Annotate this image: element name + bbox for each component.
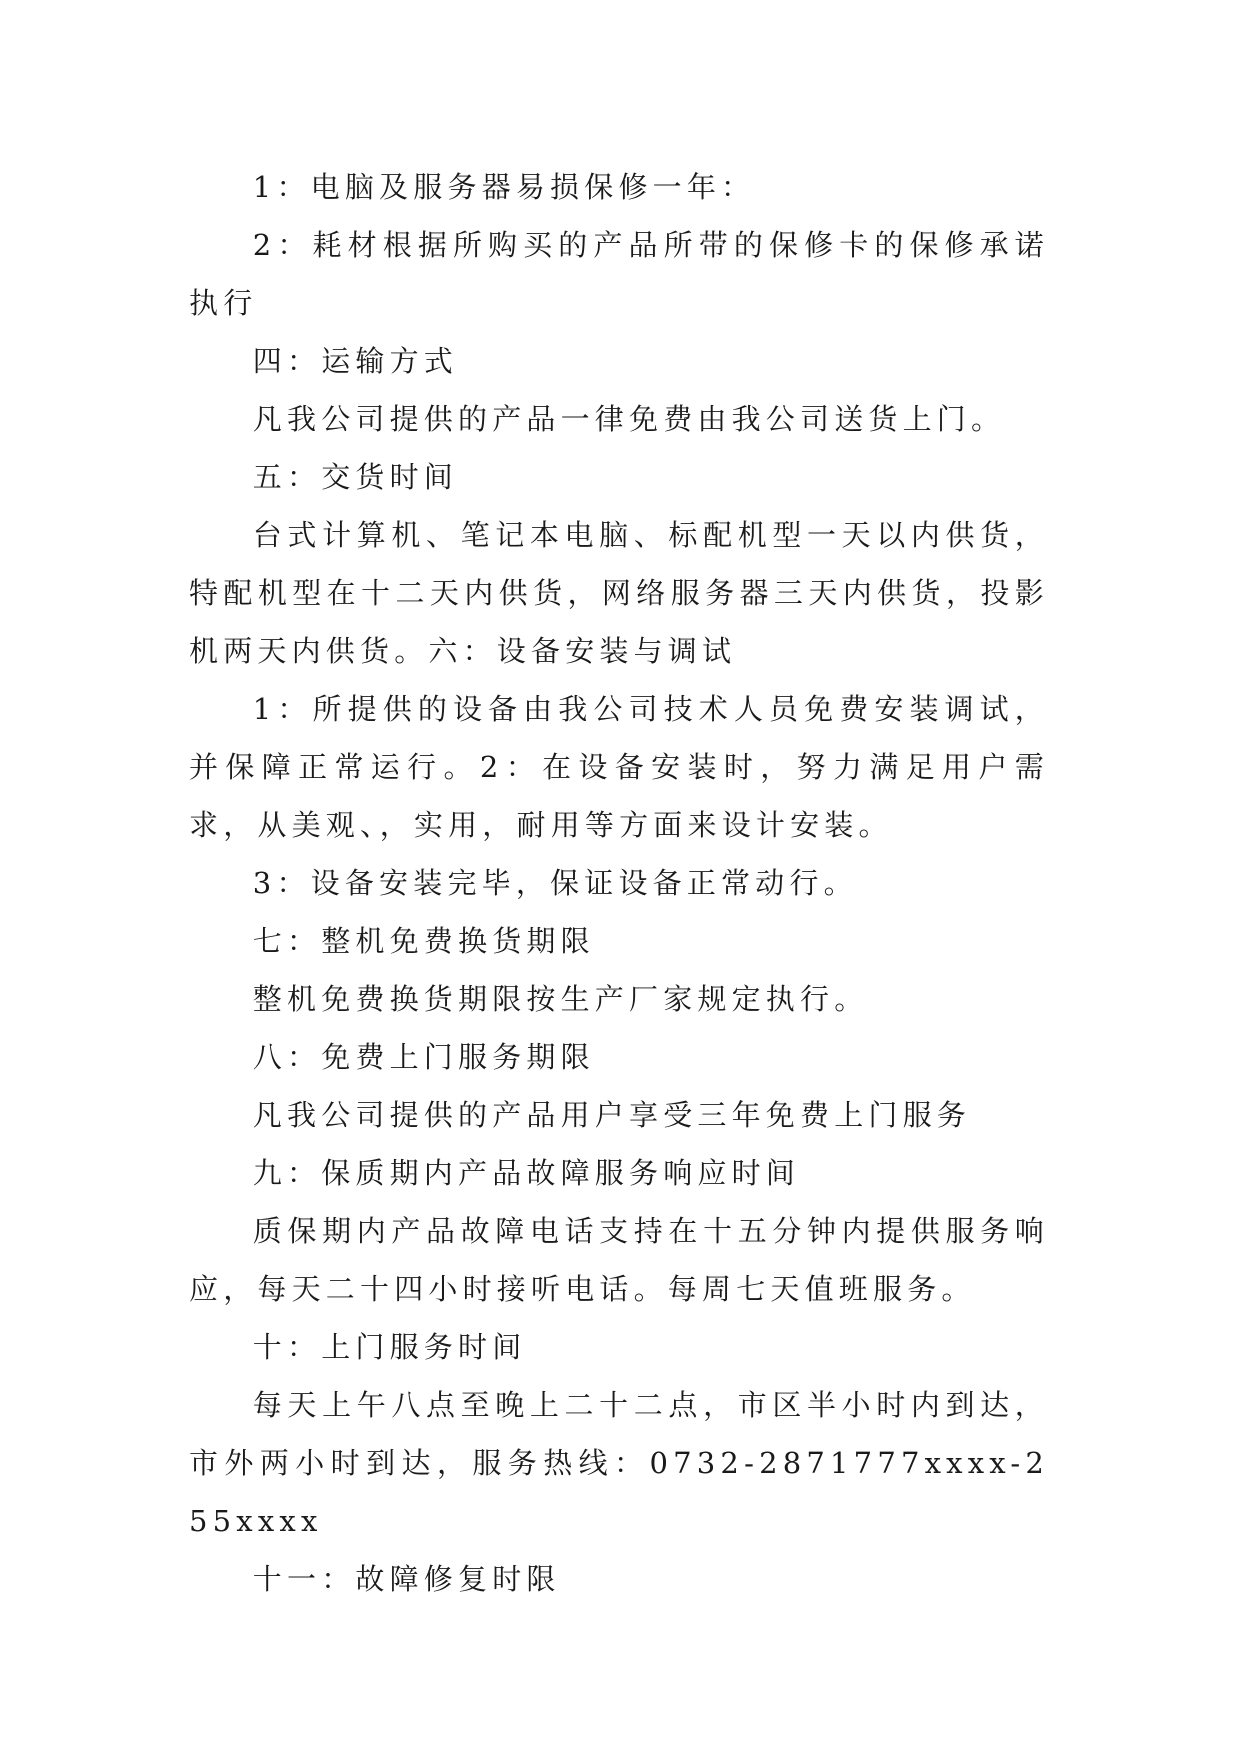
heading-onsite-service-period: 八：免费上门服务期限 (252, 1040, 595, 1074)
paragraph-installation-complete: 3：设备安装完毕，保证设备正常动行。 (252, 866, 858, 900)
paragraph-exchange-period: 整机免费换货期限按生产厂家规定执行。 (252, 982, 869, 1016)
paragraph-warranty-consumables: 2：耗材根据所购买的产品所带的保修卡的保修承诺执行 (189, 228, 1049, 320)
heading-exchange-period: 七：整机免费换货期限 (252, 924, 595, 958)
heading-delivery-time: 五：交货时间 (252, 460, 458, 494)
heading-transport-method: 四：运输方式 (252, 344, 458, 378)
paragraph-delivery-time: 台式计算机、笔记本电脑、标配机型一天以内供货，特配机型在十二天内供货，网络服务器三天内供货，投影机两天内供货。六：设备安装与调试 (189, 518, 1049, 668)
document-body (189, 158, 1049, 1608)
paragraph-warranty-computers: 1：电脑及服务器易损保修一年： (252, 170, 756, 204)
paragraph-service-hours: 每天上午八点至晚上二十二点，市区半小时内到达，市外两小时到达，服务热线：0732-2871777xxxx-255xxxx (189, 1388, 1049, 1538)
heading-service-hours: 十：上门服务时间 (252, 1330, 527, 1364)
paragraph-transport: 凡我公司提供的产品一律免费由我公司送货上门。 (252, 402, 1006, 436)
paragraph-response-time: 质保期内产品故障电话支持在十五分钟内提供服务响应，每天二十四小时接听电话。每周七天值班服务。 (189, 1214, 1049, 1306)
paragraph-onsite-service-period: 凡我公司提供的产品用户享受三年免费上门服务 (252, 1098, 971, 1132)
heading-repair-time-limit: 十一：故障修复时限 (252, 1562, 561, 1596)
paragraph-installation: 1：所提供的设备由我公司技术人员免费安装调试，并保障正常运行。2：在设备安装时，努力满足用户需求，从美观、，实用，耐用等方面来设计安装。 (189, 692, 1049, 842)
heading-response-time: 九：保质期内产品故障服务响应时间 (252, 1156, 800, 1190)
